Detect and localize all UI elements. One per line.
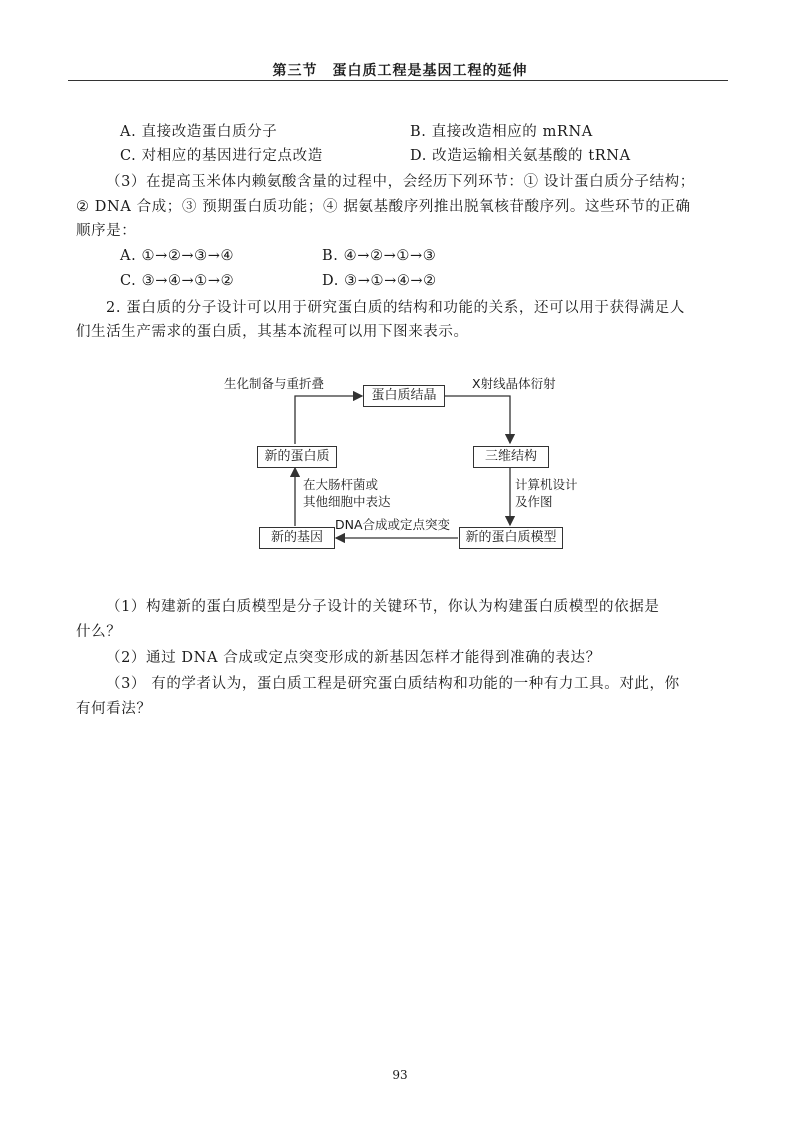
q3-text-line3: 顺序是： <box>76 223 137 239</box>
q1-option-b: B. 直接改造相应的 mRNA <box>410 124 593 140</box>
label-xray: X射线晶体衍射 <box>472 376 556 391</box>
subquestion1-line2: 什么？ <box>76 624 122 640</box>
arrow-xray <box>443 396 510 443</box>
q3-option-d: D. ③→①→④→② <box>322 273 437 289</box>
q3-text-line2: ② DNA 合成；③ 预期蛋白质功能；④ 据氨基酸序列推出脱氧核苷酸序列。这些环节的正确 <box>76 199 691 215</box>
label-dna-synthesis: DNA合成或定点突变 <box>335 517 451 532</box>
label-computer-line2: 及作图 <box>515 494 553 509</box>
q1-option-a: A. 直接改造蛋白质分子 <box>120 124 278 140</box>
subquestion2: （2）通过 DNA 合成或定点突变形成的新基因怎样才能得到准确的表达？ <box>106 650 601 666</box>
subquestion3-line2: 有何看法？ <box>76 701 152 717</box>
page-number: 93 <box>392 1068 408 1082</box>
q3-option-a: A. ①→②→③→④ <box>120 248 235 264</box>
label-folding: 生化制备与重折叠 <box>224 376 325 391</box>
subquestion3-line1: （3） 有的学者认为，蛋白质工程是研究蛋白质结构和功能的一种有力工具。对此，你 <box>106 676 680 692</box>
q3-option-c: C. ③→④→①→② <box>120 273 235 289</box>
label-computer-line1: 计算机设计 <box>515 477 578 492</box>
q1-option-c: C. 对相应的基因进行定点改造 <box>120 148 323 164</box>
label-expression-line2: 其他细胞中表达 <box>303 494 391 509</box>
problem2-text-line2: 们生活生产需求的蛋白质，其基本流程可以用下图来表示。 <box>76 324 469 340</box>
subquestion1-line1: （1）构建新的蛋白质模型是分子设计的关键环节，你认为构建蛋白质模型的依据是 <box>106 599 660 615</box>
q3-option-b: B. ④→②→①→③ <box>322 248 437 264</box>
box-protein-crystal: 蛋白质结晶 <box>363 385 445 407</box>
protein-design-flow-diagram <box>200 362 600 562</box>
box-new-protein: 新的蛋白质 <box>257 446 337 468</box>
box-new-gene: 新的基因 <box>259 527 335 549</box>
box-new-protein-model: 新的蛋白质模型 <box>459 527 563 549</box>
header-divider <box>68 80 728 81</box>
q3-text-line1: （3）在提高玉米体内赖氨酸含量的过程中，会经历下列环节：① 设计蛋白质分子结构； <box>106 174 695 190</box>
problem2-text-line1: 2. 蛋白质的分子设计可以用于研究蛋白质的结构和功能的关系，还可以用于获得满足人 <box>106 300 685 316</box>
box-3d-structure: 三维结构 <box>473 446 549 468</box>
label-expression-line1: 在大肠杆菌或 <box>303 477 379 492</box>
page-header-title: 第三节 蛋白质工程是基因工程的延伸 <box>272 63 528 79</box>
arrow-folding <box>295 396 362 444</box>
q1-option-d: D. 改造运输相关氨基酸的 tRNA <box>410 148 631 164</box>
